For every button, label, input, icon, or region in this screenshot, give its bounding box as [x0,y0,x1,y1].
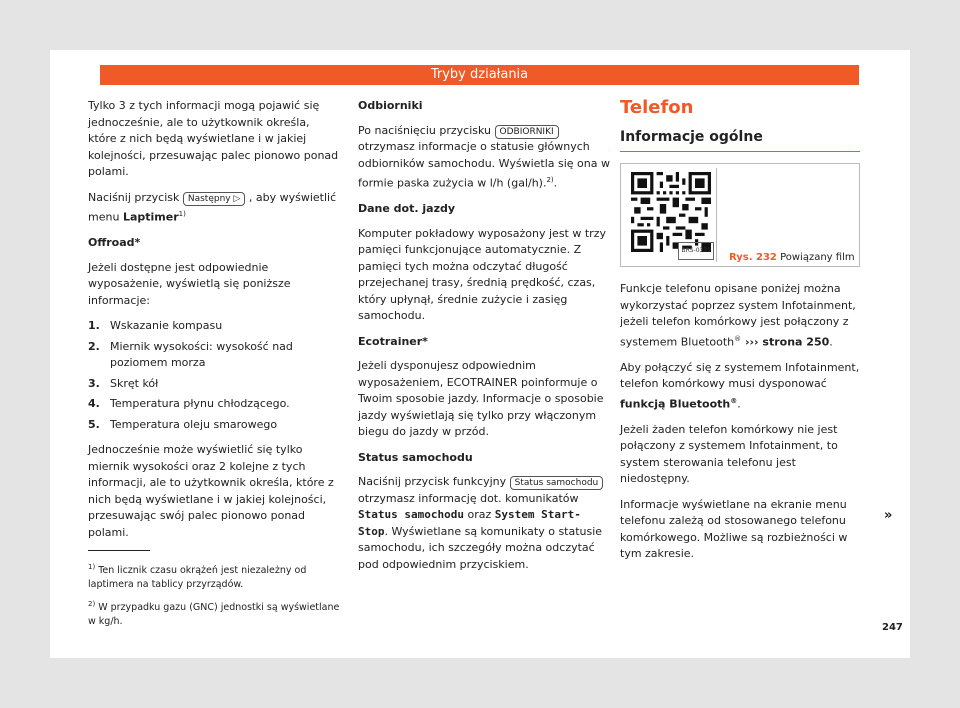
text: Naciśnij przycisk [88,190,183,204]
list-item [88,417,340,434]
column-2 [358,98,610,582]
list-text: Miernik wysokości: wysokość nad poziomem morza [110,339,293,370]
paragraph [88,190,340,227]
list-item [88,396,340,413]
qr-code-icon [631,172,711,252]
footnote-mark: 1) [88,563,96,571]
list-number: 3. [88,376,100,390]
column-1 [88,98,340,550]
footnote-mark: 2) [88,600,96,609]
heading-dane-jazdy: Dane dot. jazdy [358,202,456,216]
footnotes [88,560,340,634]
qr-code[interactable] [625,168,717,262]
page-number: 247 [882,622,903,633]
text: otrzymasz informacje o statusie głównych odbiorników samochodu. Wyświetla się ona w formie paska zużycia w l/h (gal/h). [358,140,610,190]
text: Po naciśnięciu przycisku [358,123,495,137]
continued-arrow-icon: » [884,508,893,523]
page-reference-link[interactable]: ››› strona 250 [741,335,830,349]
page [50,50,910,658]
text: oraz [463,508,495,522]
footnote-text: Ten licznik czasu okrążeń jest niezależny od laptimera na tablicy przyrządów. [88,565,307,591]
footnote-text: W przypadku gazu (GNC) jednostki są wyświetlane w kg/h. [88,602,340,628]
list-text: Temperatura oleju smarowego [110,417,278,431]
laptimer-term: Laptimer [122,210,179,224]
next-button-label: Następny ▷ [183,192,246,206]
text: Naciśnij przycisk funkcyjny [358,475,510,489]
text: , aby wyświetlić menu [88,190,337,224]
list-item [88,376,340,393]
offroad-list [88,318,340,433]
text: Aby połączyć się z systemem Infotainment, telefon komórkowy musi dysponować [620,360,860,391]
footnote [88,560,340,592]
list-text: Skręt kół [110,376,159,390]
list-item [88,339,340,372]
paragraph: Jednocześnie może wyświetlić się tylko miernik wysokości oraz 2 kolejne z tych informacji, ale to użytkownik określa, które z nich będą wyświetlane i w jakiej kolejności, przesuwając swój palec pionowo ponad polami. [88,443,334,539]
section-header: Tryby działania [100,65,859,85]
figure-caption [729,250,855,267]
heading-offroad: Offroad* [88,236,141,250]
paragraph: Komputer pokładowy wyposażony jest w trzy pamięci funkcjonujące automatycznie. Z pamięci tych można odczytać długość przejechanej trasy, średnią prędkość, czas, który upłynął, średnie zużycie i zasięg samochodu. [358,226,606,323]
footnote-divider [88,550,150,551]
paragraph [358,474,610,573]
section-title: Telefon [620,97,694,118]
list-number: 2. [88,339,100,353]
text: . [829,335,833,349]
list-text: Temperatura płynu chłodzącego. [110,397,290,411]
list-number: 5. [88,417,100,431]
heading-odbiorniki: Odbiorniki [358,99,423,112]
text: . [737,397,741,411]
paragraph: Jeżeli dysponujesz odpowiednim wyposażeniem, ECOTRAINER poinformuje o Twoim sposobie jazdy. Informacje o sposobie jazdy wyświetlają się tylko przy włączonym biegu do jazdy w przód. [358,359,604,439]
heading-status: Status samochodu [358,450,473,464]
figure-number: Rys. 232 [729,252,777,263]
mono-term: System Start-Stop [358,508,581,538]
figure-code: BRS-0331 [678,242,714,261]
paragraph [358,123,610,193]
registered-mark: ® [734,334,742,343]
footnote-ref: 2) [546,176,554,184]
text: . Wyświetlane są komunikaty o statusie samochodu, ich szczegóły można odczytać pod odpowiednim przyciskiem. [358,524,603,571]
registered-mark: ® [730,396,738,405]
list-item [88,318,340,335]
paragraph: Informacje wyświetlane na ekranie menu telefonu zależą od stosowanego telefonu komórkowego. Możliwe są rozbieżności w tym zakresie. [620,497,848,561]
paragraph [620,360,860,413]
paragraph: Jeżeli żaden telefon komórkowy nie jest połączony z systemem Infotainment, to system sterowania telefonu jest niedostępny. [620,422,838,486]
paragraph: Jeżeli dostępne jest odpowiednie wyposażenie, wyświetlą się poniższe informacje: [88,260,291,307]
column-3 [620,98,860,572]
caption-text: Powiązany film [780,252,855,263]
status-button-label: Status samochodu [510,476,604,490]
paragraph [620,281,860,351]
text: Funkcje telefonu opisane poniżej można wykorzystać poprzez system Infotainment, jeżeli telefon komórkowy jest połączony z systemem Bluetooth [620,282,856,349]
heading-ecotrainer: Ecotrainer* [358,334,428,348]
subsection-title: Informacje ogólne [620,129,860,153]
footnote [88,597,340,629]
text: otrzymasz informację dot. komunikatów [358,491,579,505]
text: . [553,176,558,190]
paragraph: Tylko 3 z tych informacji mogą pojawić się jednocześnie, ale to użytkownik określa, które z nich będą wyświetlane i w jakiej kolejności, przesuwając palec pionowo ponad polami. [88,99,339,178]
footnote-ref: 1) [178,210,186,218]
list-number: 4. [88,397,100,411]
mono-term: Status samochodu [358,508,464,522]
list-number: 1. [88,319,100,333]
list-text: Wskazanie kompasu [110,319,223,333]
bluetooth-term: funkcją Bluetooth [620,397,731,411]
figure-video [620,163,860,267]
odbiorniki-button-label: ODBIORNIKI [495,125,559,139]
